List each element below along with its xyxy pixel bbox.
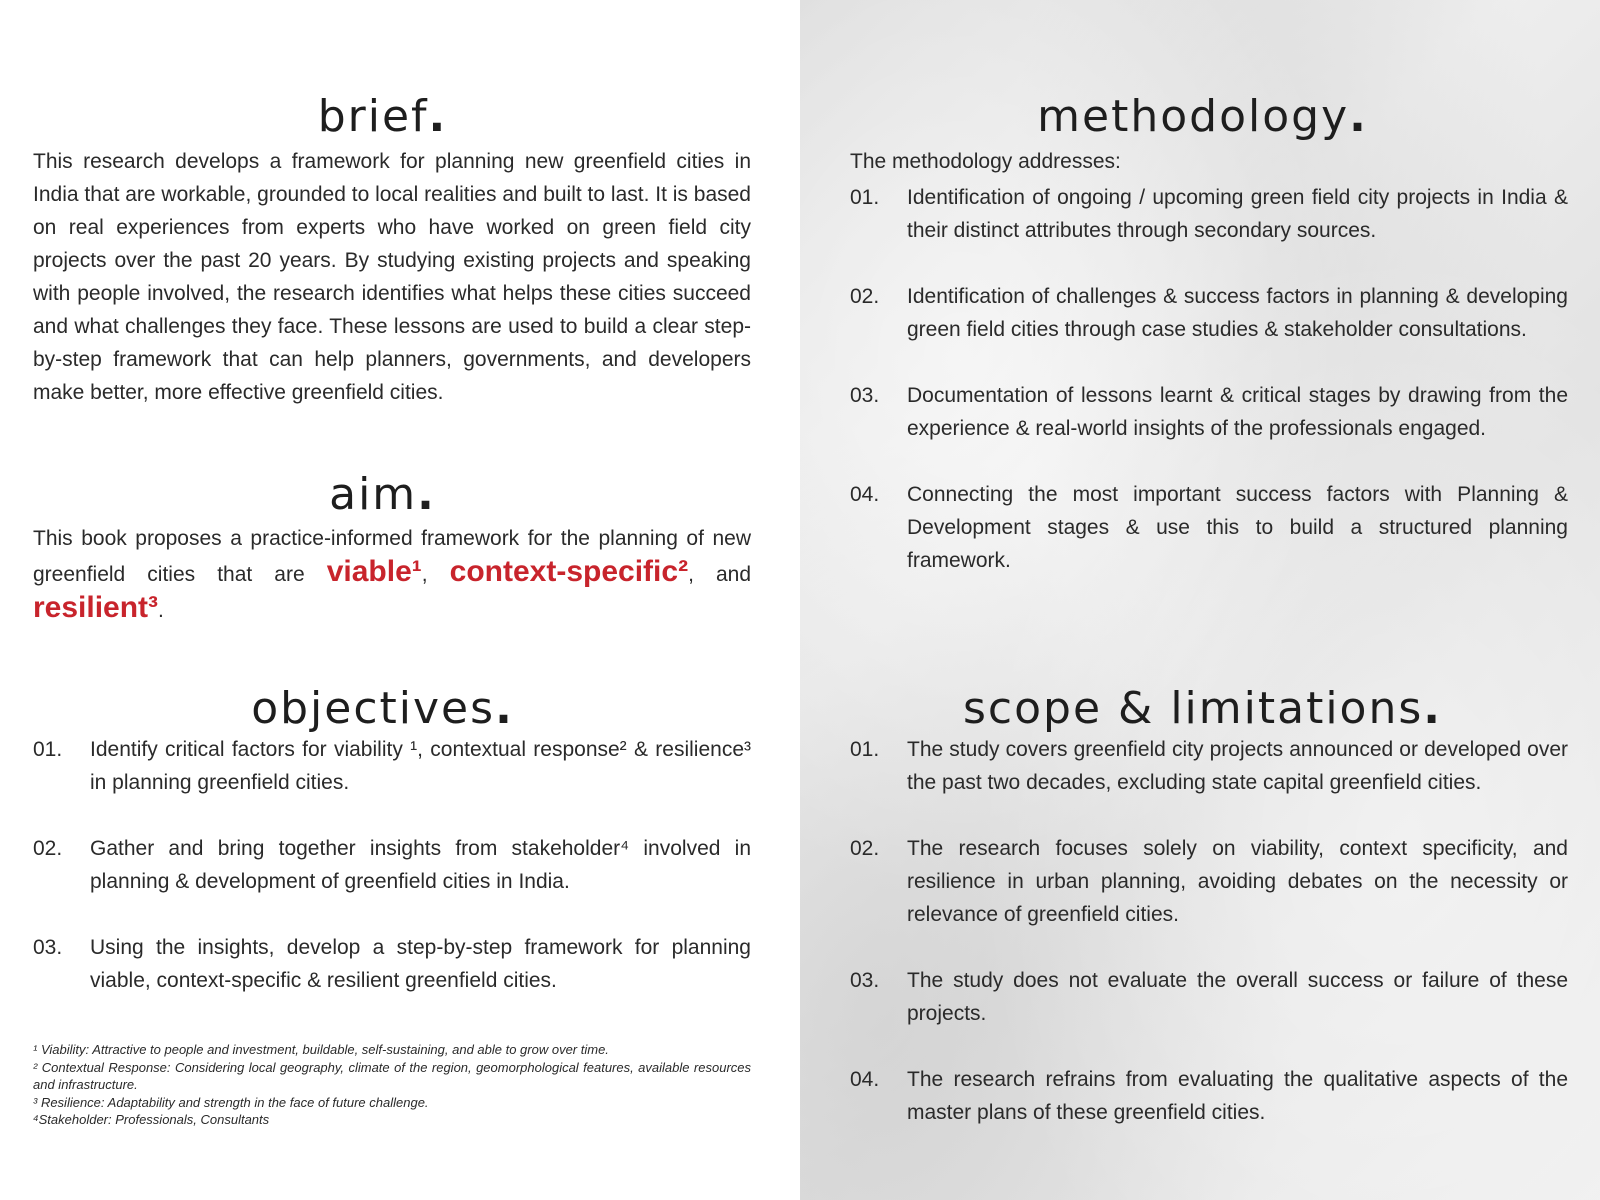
scope-item [850, 733, 1568, 799]
brief-heading [0, 91, 765, 142]
heading-dot: . [1423, 683, 1442, 734]
aim-text-before: This book proposes a practice-informed framework for the planning of new greenfield cities that are [33, 527, 751, 586]
objective-number: 02. [33, 837, 63, 860]
scope-list [850, 733, 1568, 1129]
aim-separator: , and [688, 563, 751, 586]
footnote-viability: ¹ Viability: Attractive to people and investment, buildable, self-sustaining, and able to grow over time. [33, 1042, 609, 1057]
objectives-title: objectives [251, 683, 496, 734]
methodology-text: Connecting the most important success factors with Planning & Development stages & use this to build a structured planning framework. [907, 483, 1568, 572]
objective-number: 03. [33, 936, 63, 959]
brief-title: brief [317, 91, 429, 142]
scope-text: The research refrains from evaluating the qualitative aspects of the master plans of these greenfield cities. [907, 1068, 1568, 1124]
scope-number: 04. [850, 1068, 880, 1091]
footnote-stakeholder: ⁴Stakeholder: Professionals, Consultants [33, 1112, 270, 1127]
methodology-number: 02. [850, 285, 880, 308]
methodology-number: 03. [850, 384, 880, 407]
methodology-item [850, 478, 1568, 577]
aim-title: aim [329, 469, 418, 520]
methodology-item [850, 280, 1568, 346]
objective-number: 01. [33, 738, 63, 761]
aim-end: . [158, 599, 164, 622]
objectives-heading [0, 683, 765, 734]
heading-dot: . [428, 91, 448, 142]
objective-text: Using the insights, develop a step-by-step framework for planning viable, context-specific & resilient greenfield cities. [90, 936, 751, 992]
methodology-item [850, 181, 1568, 247]
scope-text: The study does not evaluate the overall success or failure of these projects. [907, 969, 1568, 1025]
scope-item [850, 1063, 1568, 1129]
methodology-number: 04. [850, 483, 880, 506]
aim-term-context-specific: context-specific² [449, 555, 689, 588]
methodology-title: methodology [1037, 91, 1350, 142]
methodology-list [850, 181, 1568, 577]
objective-text: Identify critical factors for viability ¹, contextual response² & resilience³ in planning greenfield cities. [90, 738, 751, 794]
footnote-contextual-response: ² Contextual Response: Considering local geography, climate of the region, geomorphological features, available resources and infrastructure. [33, 1059, 751, 1092]
methodology-text: Documentation of lessons learnt & critical stages by drawing from the experience & real-world insights of the professionals engaged. [907, 384, 1568, 440]
objectives-list [33, 733, 751, 997]
aim-separator: , [421, 563, 450, 586]
scope-number: 03. [850, 969, 880, 992]
footnotes [33, 1041, 751, 1129]
aim-term-resilient: resilient³ [33, 591, 159, 624]
methodology-intro: The methodology addresses: [850, 150, 1121, 173]
objective-text: Gather and bring together insights from stakeholder⁴ involved in planning & development of greenfield cities in India. [90, 837, 751, 893]
scope-item [850, 964, 1568, 1030]
heading-dot: . [417, 469, 436, 520]
heading-dot: . [1349, 91, 1368, 142]
methodology-heading [800, 91, 1600, 142]
scope-heading [800, 683, 1600, 734]
methodology-text: Identification of challenges & success factors in planning & developing green field cities through case studies & stakeholder consultations. [907, 285, 1568, 341]
footnote-resilience: ³ Resilience: Adaptability and strength in the face of future challenge. [33, 1094, 429, 1110]
aim-term-viable: viable¹ [326, 555, 422, 588]
aim-heading [0, 469, 765, 520]
aim-text [33, 522, 751, 627]
scope-number: 01. [850, 738, 880, 761]
objective-item [33, 733, 751, 799]
scope-item [850, 832, 1568, 931]
scope-title: scope & limitations [963, 683, 1424, 734]
heading-dot: . [495, 683, 514, 734]
brief-text: This research develops a framework for planning new greenfield cities in India that are workable, grounded to local realities and built to last. It is based on real experiences from experts who have worked on green field city projects over the past 20 years. By studying existing projects and speaking with people involved, the research identifies what helps these cities succeed and what challenges they face. These lessons are used to build a clear step-by-step framework that can help planners, governments, and developers make better, more effective greenfield cities. [33, 150, 751, 404]
objective-item [33, 832, 751, 898]
objective-item [33, 931, 751, 997]
right-page [800, 0, 1600, 1200]
methodology-text: Identification of ongoing / upcoming green field city projects in India & their distinct attributes through secondary sources. [907, 186, 1568, 242]
methodology-item [850, 379, 1568, 445]
scope-text: The study covers greenfield city projects announced or developed over the past two decades, excluding state capital greenfield cities. [907, 738, 1568, 794]
methodology-number: 01. [850, 186, 880, 209]
scope-text: The research focuses solely on viability, context specificity, and resilience in urban planning, avoiding debates on the necessity or relevance of greenfield cities. [907, 837, 1568, 926]
scope-number: 02. [850, 837, 880, 860]
